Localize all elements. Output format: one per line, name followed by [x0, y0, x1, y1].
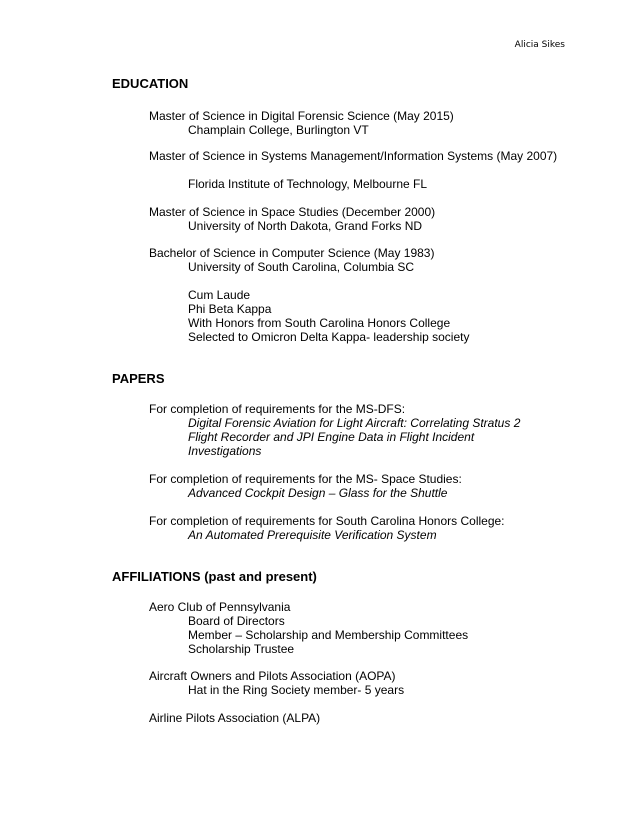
honor-item: Cum Laude [188, 288, 251, 302]
paper-title-line: Investigations [188, 444, 262, 458]
paper-title-line: Flight Recorder and JPI Engine Data in Flight Incident [188, 430, 475, 444]
paper-title-line: Digital Forensic Aviation for Light Aircraft: Correlating Stratus 2 [188, 416, 521, 430]
affiliation-detail: Board of Directors [188, 614, 285, 628]
affiliation-org: Airline Pilots Association (ALPA) [149, 711, 321, 725]
paper-requirement: For completion of requirements for the MS-DFS: [149, 402, 406, 416]
degree-line: Master of Science in Digital Forensic Science (May 2015) [149, 109, 454, 123]
education-heading: EDUCATION [112, 76, 189, 91]
degree-line: Master of Science in Systems Management/Information Systems (May 2007) [149, 149, 558, 163]
honor-item: Phi Beta Kappa [188, 302, 272, 316]
school-line: University of South Carolina, Columbia SC [188, 260, 415, 274]
affiliation-org: Aero Club of Pennsylvania [149, 600, 291, 614]
affiliations-heading: AFFILIATIONS (past and present) [112, 569, 317, 584]
header-name: Alicia Sikes [514, 40, 565, 50]
paper-requirement: For completion of requirements for South Carolina Honors College: [149, 514, 505, 528]
papers-heading: PAPERS [112, 371, 165, 386]
school-line: University of North Dakota, Grand Forks ND [188, 219, 423, 233]
affiliation-detail: Member – Scholarship and Membership Committees [188, 628, 469, 642]
school-line: Champlain College, Burlington VT [188, 123, 369, 137]
degree-line: Master of Science in Space Studies (December 2000) [149, 205, 436, 219]
honor-item: With Honors from South Carolina Honors College [188, 316, 451, 330]
paper-requirement: For completion of requirements for the MS- Space Studies: [149, 472, 462, 486]
affiliation-detail: Hat in the Ring Society member- 5 years [188, 683, 405, 697]
degree-line: Bachelor of Science in Computer Science (May 1983) [149, 246, 435, 260]
school-line: Florida Institute of Technology, Melbourne FL [188, 177, 428, 191]
affiliation-detail: Scholarship Trustee [188, 642, 295, 656]
paper-title-line: An Automated Prerequisite Verification System [188, 528, 437, 542]
honor-item: Selected to Omicron Delta Kappa- leadership society [188, 330, 470, 344]
affiliation-org: Aircraft Owners and Pilots Association (AOPA) [149, 669, 396, 683]
paper-title-line: Advanced Cockpit Design – Glass for the Shuttle [188, 486, 448, 500]
